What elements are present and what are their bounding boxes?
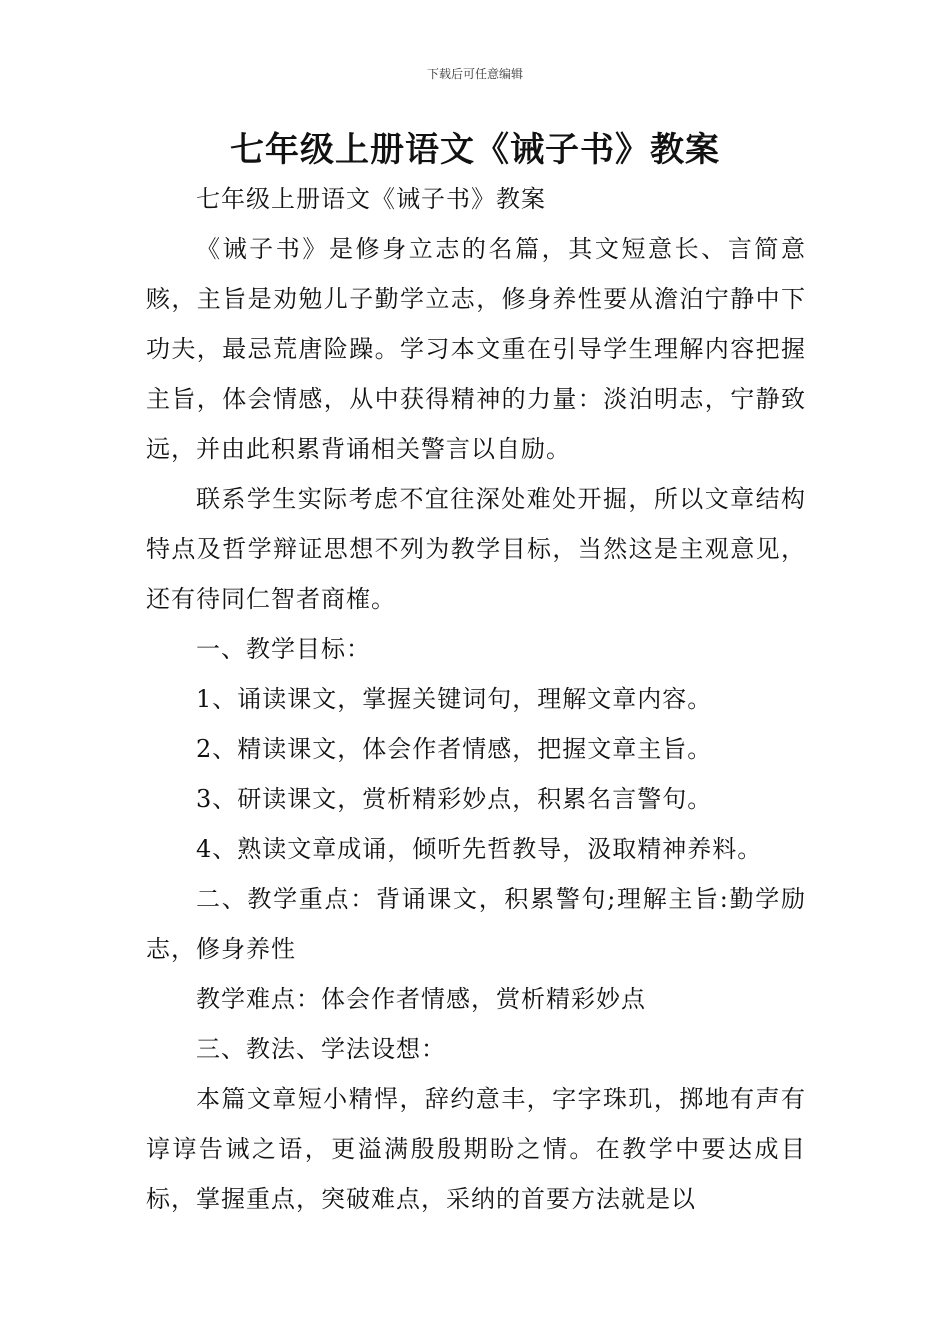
page-header-note: 下载后可任意编辑 xyxy=(426,67,523,81)
section-heading-methods: 三、教法、学法设想： xyxy=(196,1035,446,1063)
section-key-points: 二、教学重点：背诵课文，积累警句;理解主旨:勤学励志，修身养性 xyxy=(146,885,806,963)
paragraph-methods: 本篇文章短小精悍，辞约意丰，字字珠玑，掷地有声有谆谆告诫之语，更溢满殷殷期盼之情。在教学中要达成目标，掌握重点，突破难点，采纳的首要方法就是以 xyxy=(146,1085,806,1213)
section-difficulties: 教学难点：体会作者情感，赏析精彩妙点 xyxy=(196,985,646,1013)
goal-item-2: 2、精读课文，体会作者情感，把握文章主旨。 xyxy=(196,735,713,763)
paragraph-intro: 《诫子书》是修身立志的名篇，其文短意长、言简意赅，主旨是劝勉儿子勤学立志，修身养性要从澹泊宁静中下功夫，最忌荒唐险躁。学习本文重在引导学生理解内容把握主旨，体会情感，从中获得精神的力量：淡泊明志，宁静致远，并由此积累背诵相关警言以自励。 xyxy=(146,235,806,463)
document-title: 七年级上册语文《诫子书》教案 xyxy=(230,130,720,170)
section-heading-goals: 一、教学目标： xyxy=(196,635,371,663)
document-body xyxy=(146,174,806,1224)
paragraph-scope: 联系学生实际考虑不宜往深处难处开掘，所以文章结构特点及哲学辩证思想不列为教学目标，当然这是主观意见，还有待同仁智者商榷。 xyxy=(146,485,806,613)
goal-item-3: 3、研读课文，赏析精彩妙点，积累名言警句。 xyxy=(196,785,713,813)
goal-item-1: 1、诵读课文，掌握关键词句，理解文章内容。 xyxy=(196,685,713,713)
paragraph-subtitle: 七年级上册语文《诫子书》教案 xyxy=(196,185,546,213)
goal-item-4: 4、熟读文章成诵，倾听先哲教导，汲取精神养料。 xyxy=(196,835,763,863)
